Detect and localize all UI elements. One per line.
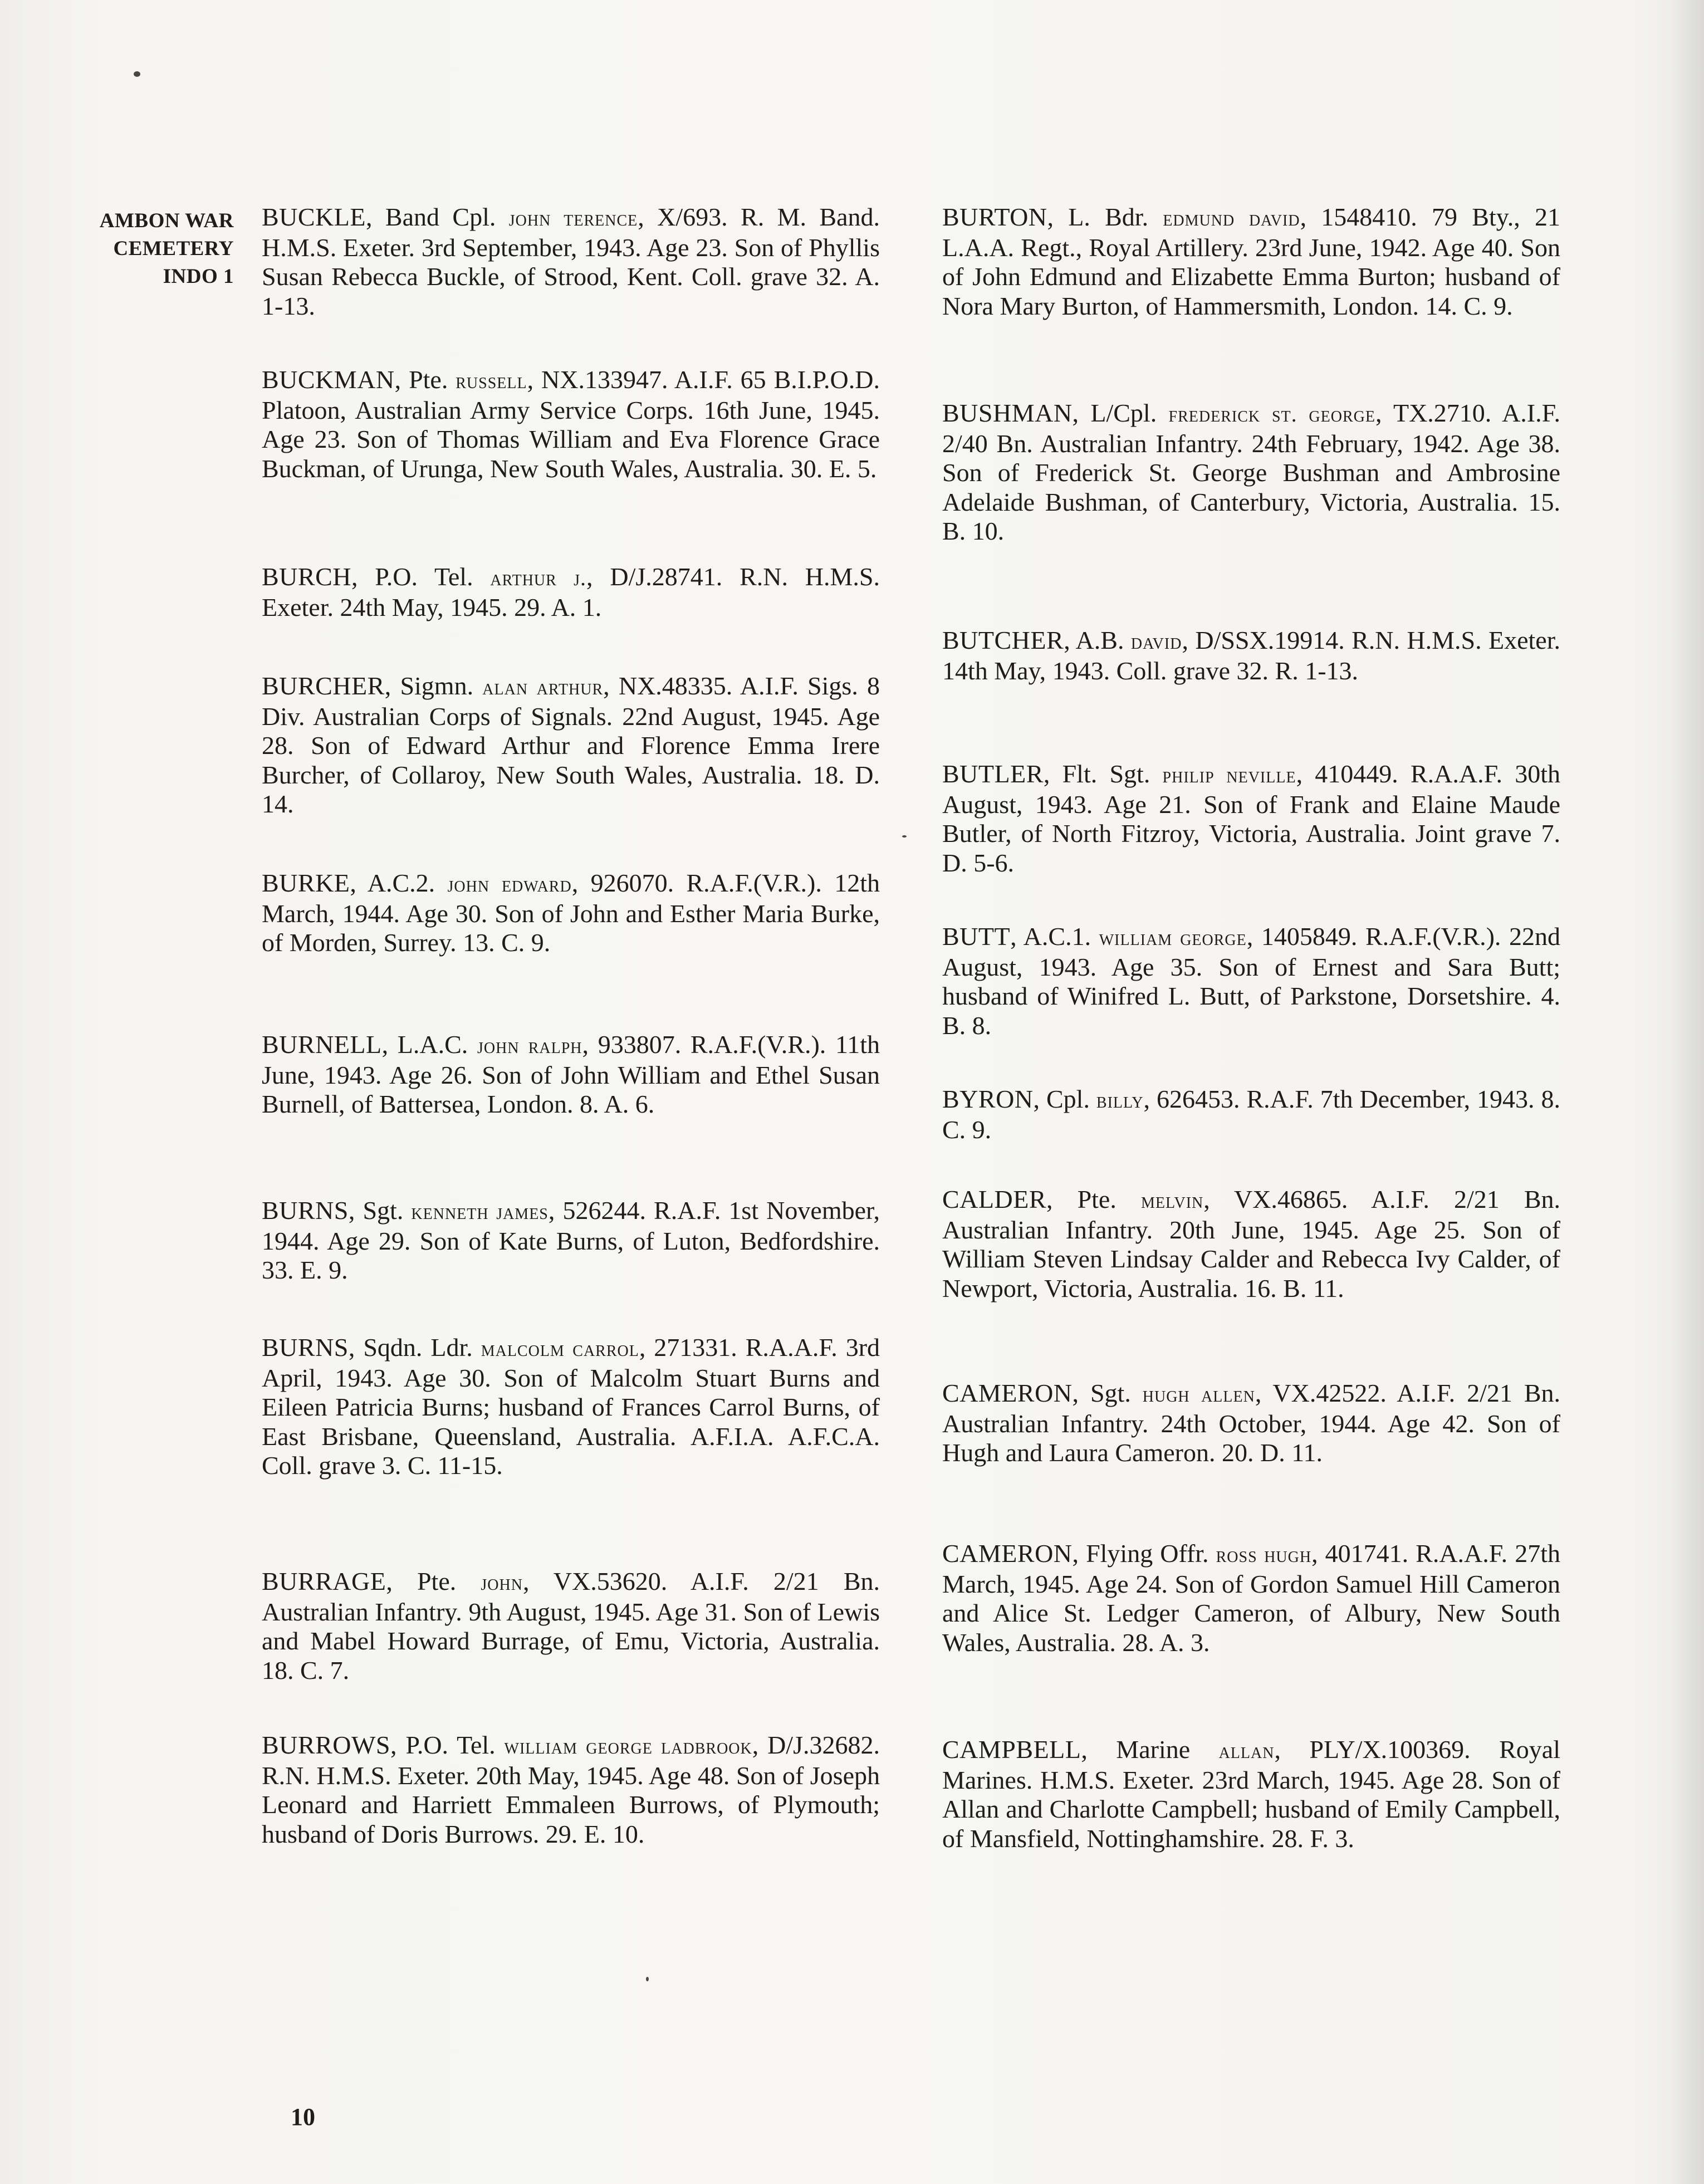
casualty-surname: BUTLER	[942, 760, 1044, 788]
casualty-details: , PLY/X.100369. Royal Marines. H.M.S. Exeter. 23rd March, 1945. Age 28. Son of Allan and Charlotte Campbell; husband of Emily Campbell, of Mansfield, Nottinghamshire. 28. F. 3.	[942, 1735, 1560, 1853]
casualty-entry	[942, 626, 1560, 685]
casualty-rank: , Flt. Sgt.	[1043, 760, 1150, 788]
casualty-entry	[942, 1185, 1560, 1303]
casualty-entry	[942, 1735, 1560, 1853]
casualty-rank: , Sgt.	[1072, 1379, 1131, 1407]
casualty-given-names: frederick st. george	[1168, 401, 1375, 427]
casualty-rank: , L. Bdr.	[1047, 203, 1149, 231]
casualty-rank: , L.A.C.	[381, 1030, 468, 1059]
casualty-entry	[262, 365, 880, 483]
casualty-surname: BURRAGE	[262, 1567, 386, 1595]
casualty-rank: , Sgt.	[348, 1196, 404, 1225]
casualty-surname: BUTT	[942, 922, 1011, 951]
casualty-details: , 1405849. R.A.F.(V.R.). 22nd August, 1943. Age 35. Son of Ernest and Sara Butt; husband of Winifred L. Butt, of Parkstone, Dorsetshire. 4. B. 8.	[942, 922, 1560, 1040]
casualty-details: , D/J.28741. R.N. H.M.S. Exeter. 24th May, 1945. 29. A. 1.	[262, 562, 880, 621]
casualty-surname: BURNS	[262, 1333, 349, 1362]
casualty-entry	[942, 1379, 1560, 1468]
casualty-surname: CALDER	[942, 1185, 1046, 1213]
casualty-entry	[262, 869, 880, 958]
casualty-details: , NX.133947. A.I.F. 65 B.I.P.O.D. Platoon, Australian Army Service Corps. 16th June, 1945. Age 23. Son of Thomas William and Eva Florence Grace Buckman, of Urunga, New South Wales, Australia. 30. E. 5.	[262, 365, 880, 483]
casualty-surname: BUCKMAN	[262, 365, 395, 394]
page-number: 10	[291, 2103, 315, 2131]
casualty-entry	[262, 203, 880, 321]
casualty-entry	[942, 399, 1560, 546]
casualty-details: , NX.48335. A.I.F. Sigs. 8 Div. Australian Corps of Signals. 22nd August, 1945. Age 28. Son of Edward Arthur and Florence Emma Irere Burcher, of Collaroy, New South Wales, Australia. 18. D. 14.	[262, 672, 880, 818]
casualty-details: , 410449. R.A.A.F. 30th August, 1943. Age 21. Son of Frank and Elaine Maude Butler, of North Fitzroy, Victoria, Australia. Joint grave 7. D. 5-6.	[942, 760, 1560, 877]
casualty-given-names: melvin	[1140, 1188, 1204, 1213]
casualty-rank: , Band Cpl.	[366, 203, 496, 231]
casualty-rank: , Marine	[1081, 1735, 1191, 1764]
casualty-rank: , A.C.1.	[1010, 922, 1091, 951]
casualty-given-names: arthur j.	[490, 565, 587, 590]
casualty-entry	[942, 922, 1560, 1040]
casualty-surname: BURTON	[942, 203, 1047, 231]
margin-note-line: INDO 1	[163, 265, 234, 288]
casualty-rank: , L/Cpl.	[1072, 399, 1157, 427]
casualty-details: , 1548410. 79 Bty., 21 L.A.A. Regt., Royal Artillery. 23rd June, 1942. Age 40. Son of John Edmund and Elizabette Emma Burton; husband of Nora Mary Burton, of Hammersmith, London. 14. C. 9.	[942, 203, 1561, 320]
casualty-given-names: hugh allen	[1142, 1382, 1255, 1407]
casualty-given-names: ross hugh	[1216, 1542, 1312, 1567]
casualty-entry	[262, 672, 880, 819]
casualty-entry	[942, 203, 1560, 321]
casualty-given-names: allan	[1218, 1738, 1275, 1763]
casualty-surname: BURNS	[262, 1196, 349, 1225]
casualty-surname: BYRON	[942, 1085, 1034, 1113]
ink-speck	[646, 1977, 649, 1981]
casualty-surname: BURKE	[262, 869, 350, 897]
casualty-entry	[942, 760, 1560, 878]
casualty-rank: , P.O. Tel.	[390, 1731, 496, 1759]
casualty-details: , X/693. R. M. Band. H.M.S. Exeter. 3rd September, 1943. Age 23. Son of Phyllis Susan Rebecca Buckle, of Strood, Kent. Coll. grave 32. A. 1-13.	[262, 203, 880, 320]
casualty-surname: BUSHMAN	[942, 399, 1073, 427]
casualty-details: , D/SSX.19914. R.N. H.M.S. Exeter. 14th May, 1943. Coll. grave 32. R. 1-13.	[942, 626, 1560, 685]
casualty-surname: BURROWS	[262, 1731, 390, 1759]
casualty-details: , VX.53620. A.I.F. 2/21 Bn. Australian Infantry. 9th August, 1945. Age 31. Son of Lewis and Mabel Howard Burrage, of Emu, Victoria, Australia. 18. C. 7.	[262, 1567, 880, 1684]
casualty-given-names: william george ladbrook	[504, 1734, 752, 1759]
casualty-surname: CAMERON	[942, 1539, 1073, 1568]
cemetery-margin-note	[84, 207, 234, 291]
casualty-details: , TX.2710. A.I.F. 2/40 Bn. Australian Infantry. 24th February, 1942. Age 38. Son of Frederick St. George Bushman and Ambrosine Adelaide Bushman, of Canterbury, Victoria, Australia. 15. B. 10.	[942, 399, 1561, 545]
casualty-details: , VX.42522. A.I.F. 2/21 Bn. Australian Infantry. 24th October, 1944. Age 42. Son of Hugh and Laura Cameron. 20. D. 11.	[942, 1379, 1560, 1467]
casualty-given-names: edmund david	[1163, 205, 1300, 231]
margin-note-line: CEMETERY	[113, 237, 234, 260]
casualty-given-names: russell	[456, 368, 527, 393]
casualty-details: , 933807. R.A.F.(V.R.). 11th June, 1943. Age 26. Son of John William and Ethel Susan Burnell, of Battersea, London. 8. A. 6.	[262, 1030, 880, 1118]
casualty-details: , 926070. R.A.F.(V.R.). 12th March, 1944. Age 30. Son of John and Esther Maria Burke, of Morden, Surrey. 13. C. 9.	[262, 869, 880, 957]
casualty-details: , 401741. R.A.A.F. 27th March, 1945. Age 24. Son of Gordon Samuel Hill Cameron and Alice St. Ledger Cameron, of Albury, New South Wales, Australia. 28. A. 3.	[942, 1539, 1560, 1657]
casualty-given-names: john edward	[447, 871, 572, 897]
casualty-rank: , Sigmn.	[384, 672, 474, 700]
casualty-entry	[262, 1333, 880, 1481]
casualty-surname: BURCH	[262, 562, 351, 591]
casualty-surname: BUTCHER	[942, 626, 1064, 654]
casualty-surname: BUCKLE	[262, 203, 366, 231]
casualty-surname: CAMPBELL	[942, 1735, 1081, 1764]
casualty-details: , VX.46865. A.I.F. 2/21 Bn. Australian Infantry. 20th June, 1945. Age 25. Son of William Steven Lindsay Calder and Rebecca Ivy Calder, of Newport, Victoria, Australia. 16. B. 11.	[942, 1185, 1561, 1302]
casualty-entry	[942, 1085, 1560, 1144]
casualty-given-names: william george	[1099, 925, 1247, 950]
casualty-details: , 626453. R.A.F. 7th December, 1943. 8. C. 9.	[942, 1085, 1561, 1144]
ink-speck	[902, 835, 907, 838]
casualty-given-names: john	[481, 1570, 523, 1595]
casualty-entry	[262, 1567, 880, 1685]
casualty-entry	[262, 1196, 880, 1285]
casualty-rank: , Flying Offr.	[1072, 1539, 1209, 1568]
casualty-given-names: alan arthur	[482, 674, 604, 699]
casualty-details: , D/J.32682. R.N. H.M.S. Exeter. 20th May, 1945. Age 48. Son of Joseph Leonard and Harriett Emmaleen Burrows, of Plymouth; husband of Doris Burrows. 29. E. 10.	[262, 1731, 880, 1848]
casualty-entry	[262, 1030, 880, 1119]
casualty-given-names: billy	[1096, 1088, 1144, 1113]
casualty-rank: , A.C.2.	[350, 869, 435, 897]
page-edge-shadow	[1671, 0, 1704, 2184]
casualty-given-names: david	[1130, 629, 1182, 654]
casualty-rank: , Sqdn. Ldr.	[348, 1333, 473, 1362]
casualty-rank: , P.O. Tel.	[351, 562, 473, 591]
casualty-given-names: kenneth james	[411, 1199, 549, 1224]
casualty-entry	[942, 1539, 1560, 1657]
casualty-given-names: philip neville	[1162, 762, 1296, 787]
casualty-entry	[262, 562, 880, 622]
casualty-details: , 271331. R.A.A.F. 3rd April, 1943. Age 30. Son of Malcolm Stuart Burns and Eileen Patricia Burns; husband of Frances Carrol Burns, of East Brisbane, Queensland, Australia. A.F.I.A. A.F.C.A. Coll. grave 3. C. 11-15.	[262, 1333, 880, 1480]
casualty-surname: BURNELL	[262, 1030, 382, 1059]
margin-note-line: AMBON WAR	[99, 209, 234, 232]
casualty-given-names: john ralph	[477, 1033, 582, 1058]
casualty-details: , 526244. R.A.F. 1st November, 1944. Age 29. Son of Kate Burns, of Luton, Bedfordshire. 33. E. 9.	[262, 1196, 880, 1284]
casualty-surname: CAMERON	[942, 1379, 1073, 1407]
casualty-rank: , Pte.	[394, 365, 448, 394]
casualty-given-names: john terence	[508, 205, 638, 231]
casualty-rank: , Pte.	[386, 1567, 457, 1595]
casualty-rank: , Pte.	[1046, 1185, 1117, 1213]
ink-speck	[134, 71, 140, 77]
casualty-rank: , Cpl.	[1033, 1085, 1090, 1113]
casualty-entry	[262, 1731, 880, 1849]
casualty-given-names: malcolm carrol	[481, 1336, 639, 1361]
casualty-rank: , A.B.	[1064, 626, 1124, 654]
casualty-surname: BURCHER	[262, 672, 385, 700]
